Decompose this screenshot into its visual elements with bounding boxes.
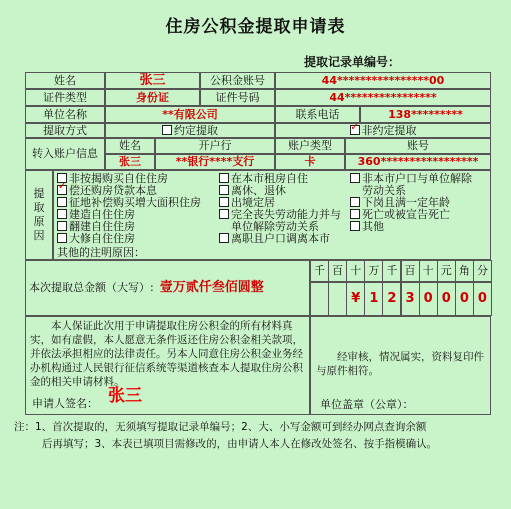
checkbox-icon[interactable] xyxy=(350,209,360,219)
reason-item-label: 完全丧失劳动能力并与 xyxy=(231,208,341,221)
reason-item-label: 建造自住住房 xyxy=(69,208,135,221)
other-reason-label: 其他的注明原因： xyxy=(57,246,145,259)
review-text: 经审核，情况属实，资料复印件与原件相符。 xyxy=(316,351,484,377)
reason-item-label: 离休、退休 xyxy=(231,184,286,197)
checkbox-icon[interactable] xyxy=(219,197,229,207)
signature-label: 申请人签名： xyxy=(32,397,98,410)
id-type-value[interactable]: 身份证 xyxy=(105,89,200,106)
footnote-line: 注：1、首次提取的，无须填写提取记录单编号；2、大、小写金额可到经办网点查询余额 xyxy=(14,421,427,433)
checkbox-icon[interactable] xyxy=(219,173,229,183)
reason-item-label: 非本市户口与单位解除 xyxy=(362,172,472,185)
transfer-name-header: 姓名 xyxy=(105,138,155,154)
reason-item[interactable] xyxy=(57,233,135,245)
phone-label: 联系电话 xyxy=(275,106,360,123)
amount-row xyxy=(25,260,310,316)
transfer-account-header: 账号 xyxy=(345,138,491,154)
amount-unit-header: 千 xyxy=(382,260,401,282)
amount-unit-header: 角 xyxy=(455,260,474,282)
reason-item-label: 大修自住住房 xyxy=(69,232,135,245)
form-title: 住房公积金提取申请表 xyxy=(165,17,346,37)
name-value[interactable]: 张三 xyxy=(105,72,200,89)
amount-unit-header: 分 xyxy=(473,260,492,282)
checkbox-icon[interactable] xyxy=(57,209,67,219)
unit-name-label: 单位名称 xyxy=(25,106,105,123)
amount-unit-header: 百 xyxy=(328,260,347,282)
footnote xyxy=(14,419,504,453)
reason-label-char: 取 xyxy=(33,201,45,214)
method-label: 提取方式 xyxy=(25,123,105,138)
declaration-text: 本人保证此次用于申请提取住房公积金的所有材料真实，如有虚假，本人愿意无条件返还住房公积金相关款项，并依法承担相应的法律责任。另本人同意住房公积金业务经办机构通过人民银行征信系统等渠道核查本人提取住房公积金的相关申请材料。 xyxy=(30,320,303,388)
checkbox-checked-icon[interactable] xyxy=(350,125,360,135)
transfer-bank-value[interactable]: **银行****支行 xyxy=(155,154,275,170)
footnote-line: 后再填写；3、本表已填项目需修改的，由申请人本人在修改处签名、按手指模确认。 xyxy=(42,438,438,450)
reason-item-label: 死亡或被宣告死亡 xyxy=(362,208,450,221)
amount-digit-cell[interactable] xyxy=(310,282,329,316)
reason-item[interactable] xyxy=(219,233,330,245)
amount-unit-header: 万 xyxy=(364,260,383,282)
checkbox-icon[interactable] xyxy=(57,221,67,231)
reason-label-char: 提 xyxy=(33,187,45,200)
id-number-label: 证件号码 xyxy=(200,89,275,106)
amount-digit-cell[interactable]: 0 xyxy=(473,282,492,316)
amount-words-value[interactable]: 壹万贰仟叁佰圆整 xyxy=(159,280,264,295)
checkbox-icon[interactable] xyxy=(350,197,360,207)
amount-unit-header: 十 xyxy=(346,260,365,282)
reason-label-char: 因 xyxy=(33,229,45,242)
checkbox-icon[interactable] xyxy=(219,209,229,219)
amount-digit-cell[interactable]: 1 xyxy=(364,282,383,316)
reason-item-continued: 劳动关系 xyxy=(362,184,406,197)
amount-digit-cell[interactable]: 2 xyxy=(382,282,401,316)
signature-value[interactable]: 张三 xyxy=(108,386,142,406)
reason-item-label: 下岗且满一定年龄 xyxy=(362,196,450,209)
reason-item-label: 偿还购房贷款本息 xyxy=(69,184,157,197)
transfer-type-value[interactable]: 卡 xyxy=(275,154,345,170)
unit-name-value[interactable]: **有限公司 xyxy=(105,106,275,123)
amount-digit-cell[interactable]: 0 xyxy=(419,282,438,316)
transfer-name-value[interactable]: 张三 xyxy=(105,154,155,170)
amount-digit-cell[interactable]: ¥ xyxy=(346,282,365,316)
checkbox-checked-icon[interactable] xyxy=(57,185,67,195)
method-option-agreed-label: 约定提取 xyxy=(174,123,218,137)
reason-item-label: 其他 xyxy=(362,220,384,233)
phone-value[interactable]: 138********* xyxy=(360,106,491,123)
amount-unit-header: 元 xyxy=(437,260,456,282)
checkbox-icon[interactable] xyxy=(57,233,67,243)
amount-label: 本次提取总金额（大写）: xyxy=(29,281,154,294)
reason-item-label: 在本市租房自住 xyxy=(231,172,308,185)
record-number-label: 提取记录单编号： xyxy=(304,55,401,69)
checkbox-icon[interactable] xyxy=(350,221,360,231)
fund-account-label: 公积金账号 xyxy=(200,72,275,89)
method-option-agreed[interactable] xyxy=(105,123,275,138)
reason-item-label: 非按揭购买自住住房 xyxy=(69,172,168,185)
method-option-non-agreed-label: 非约定提取 xyxy=(361,123,417,137)
amount-digit-cell[interactable]: 0 xyxy=(437,282,456,316)
amount-digit-cell[interactable] xyxy=(328,282,347,316)
reason-item[interactable] xyxy=(350,221,384,233)
amount-digit-cell[interactable]: 0 xyxy=(455,282,474,316)
transfer-label: 转入账户信息 xyxy=(25,138,105,170)
id-number-value[interactable]: 44**************** xyxy=(275,89,491,106)
transfer-type-header: 账户类型 xyxy=(275,138,345,154)
reason-item-label: 翻建自住住房 xyxy=(69,220,135,233)
fund-account-value[interactable]: 44****************00 xyxy=(275,72,491,89)
reason-item-continued: 单位解除劳动关系 xyxy=(231,220,319,233)
transfer-account-value[interactable]: 360***************** xyxy=(345,154,491,170)
checkbox-icon[interactable] xyxy=(162,125,172,135)
amount-unit-header: 千 xyxy=(310,260,329,282)
checkbox-icon[interactable] xyxy=(350,173,360,183)
reason-item-label: 离职且户口调离本市 xyxy=(231,232,330,245)
reason-label xyxy=(25,170,53,260)
amount-unit-header: 百 xyxy=(401,260,420,282)
reason-item-label: 出境定居 xyxy=(231,196,275,209)
name-label: 姓名 xyxy=(25,72,105,89)
id-type-label: 证件类型 xyxy=(25,89,105,106)
method-option-non-agreed[interactable] xyxy=(275,123,491,138)
unit-seal-label: 单位盖章（公章）： xyxy=(320,398,414,411)
checkbox-icon[interactable] xyxy=(57,197,67,207)
reason-item-label: 征地补偿购买增大面积住房 xyxy=(69,196,201,209)
amount-digit-cell[interactable]: 3 xyxy=(401,282,420,316)
checkbox-icon[interactable] xyxy=(219,185,229,195)
reason-label-char: 原 xyxy=(33,215,45,228)
checkbox-icon[interactable] xyxy=(219,233,229,243)
amount-unit-header: 十 xyxy=(419,260,438,282)
transfer-bank-header: 开户行 xyxy=(155,138,275,154)
